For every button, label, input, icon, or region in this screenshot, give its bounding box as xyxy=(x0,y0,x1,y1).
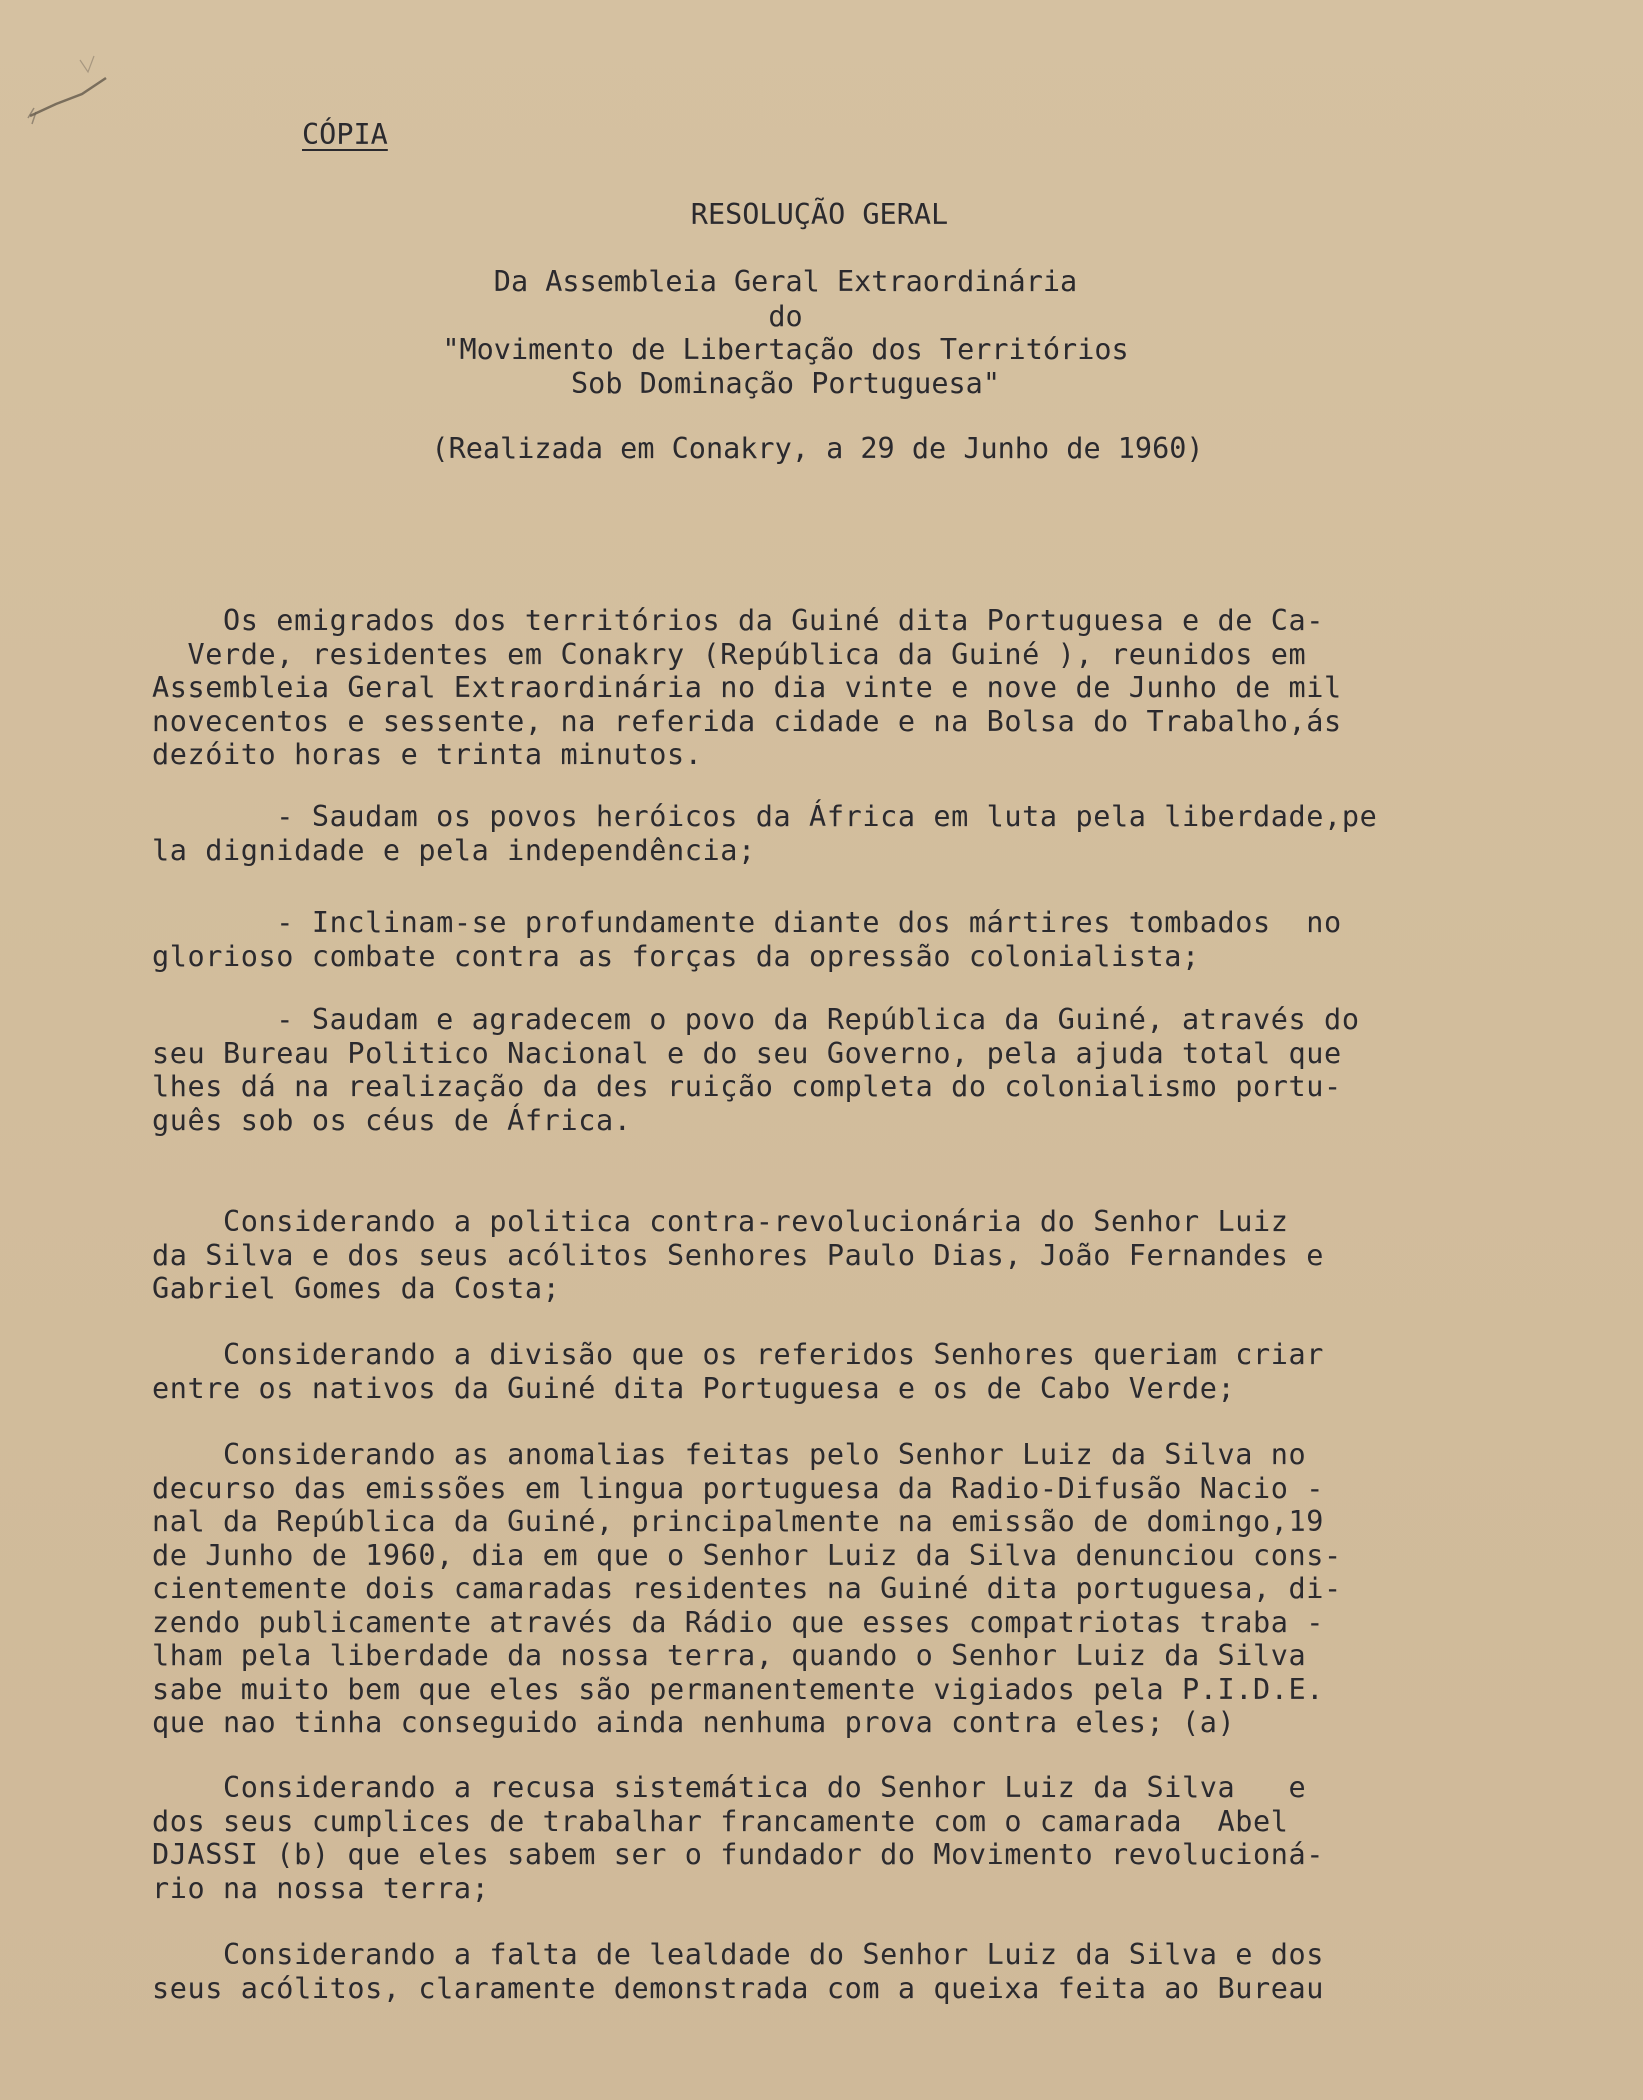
paragraph-emigrants: Os emigrados dos territórios da Guiné dita Portuguesa e de Ca- Verde, residentes em Conakry (República da Guiné ), reunidos em Assembleia Geral Extraordinária no dia vinte e nove de Junho de mil novecentos e sessente, na referida cidade e na Bolsa do Trabalho,ás dezóito horas e trinta minutos. xyxy=(152,604,1342,771)
heading-line-assembly: Da Assembleia Geral Extraordinária xyxy=(493,265,1078,298)
heading-line-date: (Realizada em Conakry, a 29 de Junho de 1960) xyxy=(431,432,1204,465)
pen-mark xyxy=(22,38,132,128)
copy-label: CÓPIA xyxy=(302,118,388,151)
paragraph-considering-loyalty: Considerando a falta de lealdade do Senhor Luiz da Silva e dos seus acólitos, claramente demonstrada com a queixa feita ao Bureau xyxy=(152,1938,1325,2005)
paragraph-considering-anomalies: Considerando as anomalias feitas pelo Senhor Luiz da Silva no decurso das emissões em lingua portuguesa da Radio-Difusão Nacio - nal da República da Guiné, principalmente na emissão de domingo,19 de Junho de 1960, dia em que o Senhor Luiz da Silva denunciou cons- cientemente dois camaradas residentes na Guiné dita portuguesa, di- zendo publicamente através da Rádio que esses compatriotas traba - lham pela liberdade da nossa terra, quando o Senhor Luiz da Silva sabe muito bem que eles são permanentemente vigiados pela P.I.D.E. que nao tinha conseguido ainda nenhuma prova contra eles; (a) xyxy=(152,1438,1342,1739)
paragraph-considering-policy: Considerando a politica contra-revolucionária do Senhor Luiz da Silva e dos seus acólitos Senhores Paulo Dias, João Fernandes e Gabriel Gomes da Costa; xyxy=(152,1205,1325,1305)
paragraph-salute-peoples: - Saudam os povos heróicos da África em luta pela liberdade,pe la dignidade e pela independência; xyxy=(152,800,1378,867)
paragraph-considering-division: Considerando a divisão que os referidos Senhores queriam criar entre os nativos da Guiné dita Portuguesa e os de Cabo Verde; xyxy=(152,1338,1325,1405)
heading-line-movement: "Movimento de Libertação dos Territórios xyxy=(442,333,1129,366)
paragraph-considering-refusal: Considerando a recusa sistemática do Senhor Luiz da Silva e dos seus cumplices de trabalhar francamente com o camarada Abel DJASSI (b) que eles sabem ser o fundador do Movimento revolucioná- rio na nossa terra; xyxy=(152,1771,1325,1905)
heading-line-domination: Sob Dominação Portuguesa" xyxy=(571,367,1000,400)
heading-line-do: do xyxy=(768,300,803,333)
document-title: RESOLUÇÃO GERAL xyxy=(690,198,949,231)
paragraph-thanks-guinea: - Saudam e agradecem o povo da República da Guiné, através do seu Bureau Politico Nacional e do seu Governo, pela ajuda total que lhes dá na realização da des ruição completa do colonialismo portu- guês sob os céus de África. xyxy=(152,1003,1360,1137)
paragraph-martyrs: - Inclinam-se profundamente diante dos mártires tombados no glorioso combate contra as forças da opressão colonialista; xyxy=(152,906,1342,973)
